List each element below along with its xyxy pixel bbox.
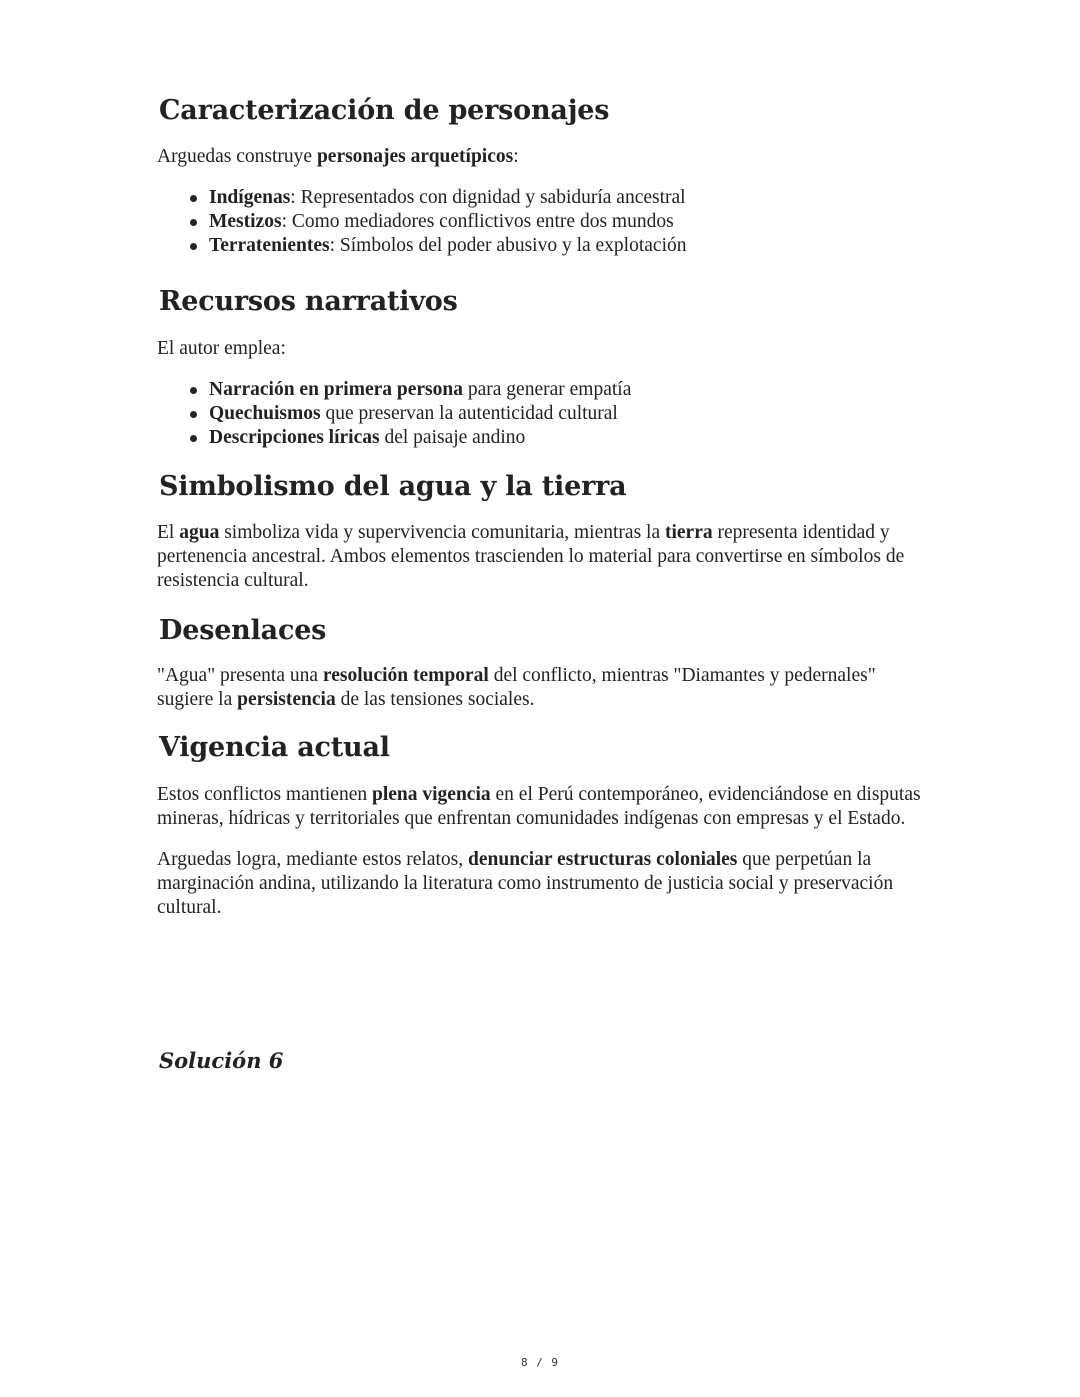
paragraph-vigencia: Estos conflictos mantienen plena vigencia en el Perú contemporáneo, evidenciándose en disputas mineras, hídricas y territoriales que enfrentan comunidades indígenas con empresas y el Estado. bbox=[157, 784, 921, 829]
bullet-icon bbox=[190, 195, 197, 202]
list-recursos bbox=[157, 378, 927, 450]
heading-vigencia: Vigencia actual bbox=[159, 732, 390, 763]
list-item: Quechuismos que preservan la autenticidad cultural bbox=[157, 402, 927, 426]
bullet-icon bbox=[190, 387, 197, 394]
list-item: Mestizos: Como mediadores conflictivos entre dos mundos bbox=[157, 210, 927, 234]
solution-label: Solución 6 bbox=[159, 1048, 284, 1073]
paragraph-simbolismo: El agua simboliza vida y supervivencia comunitaria, mientras la tierra representa identidad y pertenencia ancestral. Ambos elementos trascienden lo material para convertirse en símbolos de resistencia cultural. bbox=[157, 522, 905, 591]
list-item: Indígenas: Representados con dignidad y sabiduría ancestral bbox=[157, 186, 927, 210]
bullet-icon bbox=[190, 243, 197, 250]
document-page bbox=[157, 92, 927, 920]
bullet-icon bbox=[190, 435, 197, 442]
list-item: Terratenientes: Símbolos del poder abusivo y la explotación bbox=[157, 234, 927, 258]
paragraph-desenlaces: "Agua" presenta una resolución temporal del conflicto, mientras "Diamantes y pedernales" sugiere la persistencia de las tensiones sociales. bbox=[157, 665, 876, 710]
heading-desenlaces: Desenlaces bbox=[159, 615, 327, 646]
paragraph-conclusion: Arguedas logra, mediante estos relatos, denunciar estructuras coloniales que perpetúan la marginación andina, utilizando la literatura como instrumento de justicia social y preservación cultural. bbox=[157, 849, 894, 918]
list-item: Descripciones líricas del paisaje andino bbox=[157, 426, 927, 450]
list-personajes bbox=[157, 186, 927, 258]
bullet-icon bbox=[190, 219, 197, 226]
page-number: 8 / 9 bbox=[520, 1356, 560, 1369]
bullet-icon bbox=[190, 411, 197, 418]
heading-recursos: Recursos narrativos bbox=[159, 286, 458, 317]
list-item: Narración en primera persona para generar empatía bbox=[157, 378, 927, 402]
paragraph-caracterizacion-intro: Arguedas construye personajes arquetípicos: bbox=[157, 146, 519, 167]
heading-simbolismo: Simbolismo del agua y la tierra bbox=[159, 471, 627, 502]
heading-caracterizacion: Caracterización de personajes bbox=[159, 95, 610, 126]
paragraph-recursos-intro: El autor emplea: bbox=[157, 338, 286, 359]
